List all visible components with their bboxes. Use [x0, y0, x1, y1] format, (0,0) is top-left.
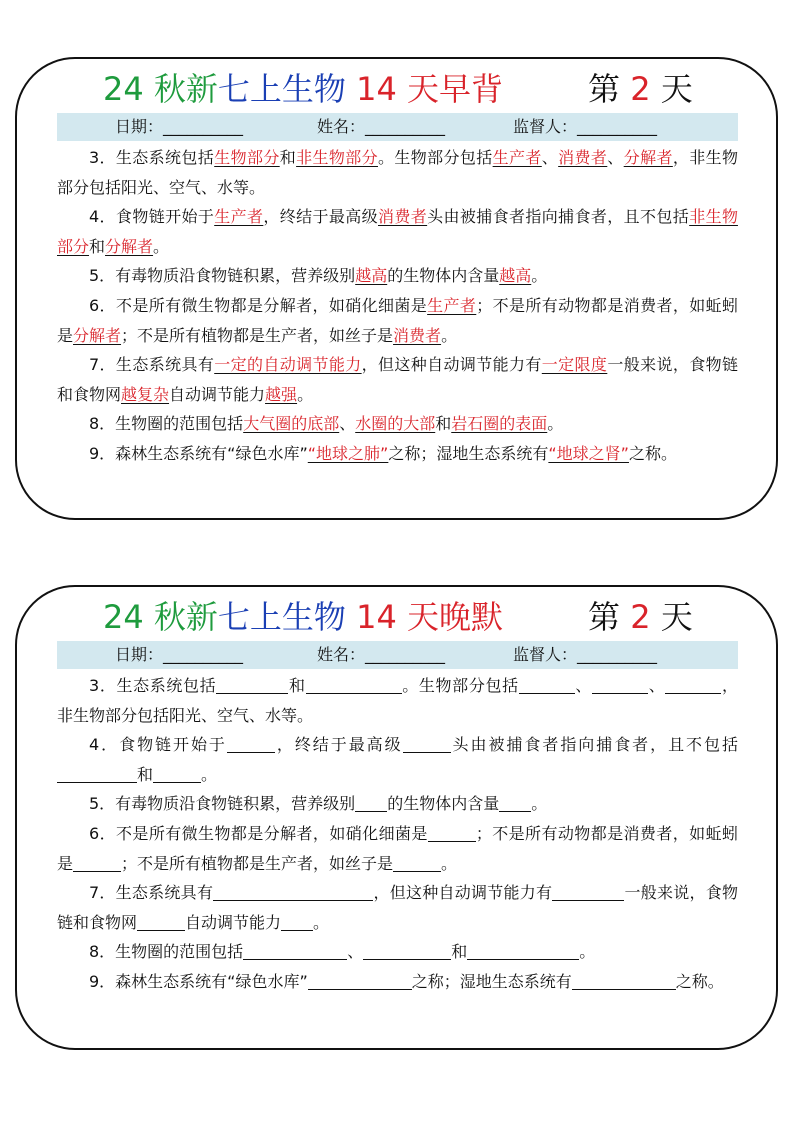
item-text: 和 — [279, 148, 297, 167]
answer-text: 分解者 — [73, 325, 122, 345]
item-text: 。生物部分包括 — [401, 676, 519, 695]
item-text: 。 — [441, 325, 458, 345]
item-text: 6．不是所有微生物都是分解者，如硝化细菌是 — [89, 823, 428, 843]
answer-text: 一定的自动调节能力 — [214, 355, 362, 375]
item-text: 。 — [579, 942, 596, 962]
item-text: 一般来说，食物链和食物网 — [57, 883, 738, 932]
answer-blank[interactable] — [552, 882, 624, 901]
answer-text: “地球之肾” — [548, 443, 629, 463]
item-text: 、 — [541, 148, 559, 167]
item-text: 9．森林生态系统有“绿色水库” — [89, 443, 308, 463]
card-title — [17, 591, 776, 643]
evening-dictation-card — [15, 585, 778, 1050]
item-text: 、 — [607, 148, 624, 167]
answer-blank[interactable] — [403, 734, 451, 753]
answer-blank[interactable] — [665, 675, 721, 694]
title-text: 24 秋新七上生物 14 天晚默 — [103, 598, 503, 636]
answer-text: 消费者 — [393, 325, 442, 345]
answer-blank[interactable] — [306, 675, 402, 694]
item-text: 之称；湿地生态系统有 — [411, 971, 572, 991]
item-text: 。 — [313, 912, 330, 932]
answer-text: 非生物部分 — [296, 148, 378, 167]
list-item — [57, 291, 738, 350]
answer-text: 越强 — [265, 384, 298, 404]
card-title — [17, 63, 776, 115]
item-text: 3．生态系统包括 — [89, 148, 215, 167]
answer-blank[interactable] — [153, 764, 201, 783]
title-text: 24 秋新七上生物 14 天早背 — [103, 70, 503, 108]
answer-text: 分解者 — [623, 148, 673, 167]
answer-blank[interactable] — [572, 971, 676, 990]
item-text: ，但这种自动调节能力有 — [361, 355, 542, 375]
answer-blank[interactable] — [227, 734, 275, 753]
answer-text: 生产者 — [214, 207, 264, 227]
item-text: 。 — [153, 236, 170, 256]
answer-text: 生物部分 — [214, 148, 280, 167]
item-text: 。 — [441, 853, 458, 873]
item-text: 。 — [201, 764, 218, 784]
supervisor-field[interactable]: 监督人：__________ — [513, 117, 658, 136]
items-list — [57, 143, 738, 469]
item-text: ，但这种自动调节能力有 — [373, 883, 553, 903]
item-text: 5．有毒物质沿食物链积累，营养级别 — [89, 794, 356, 814]
item-text: 的生物体内含量 — [387, 266, 500, 286]
item-text: 4．食物链开始于 — [89, 207, 215, 227]
list-item — [57, 671, 738, 730]
answer-blank[interactable] — [137, 912, 185, 931]
answer-blank[interactable] — [519, 675, 575, 694]
item-text: 之称；湿地生态系统有 — [388, 443, 549, 463]
morning-recitation-card — [15, 57, 778, 520]
item-text: 头由被捕食者指向捕食者，且不包括 — [427, 207, 690, 227]
list-item — [57, 789, 738, 819]
info-bar — [57, 113, 738, 141]
item-text: 4．食物链开始于 — [89, 735, 227, 755]
item-text: 9．森林生态系统有“绿色水库” — [89, 971, 308, 991]
answer-text: 消费者 — [558, 148, 608, 167]
items-list — [57, 671, 738, 997]
answer-text: 岩石圈的表面 — [451, 414, 548, 434]
item-text: ，非生物部分包括阳光、空气、水等。 — [57, 148, 738, 197]
answer-text: 生产者 — [427, 295, 477, 315]
item-text: 、 — [339, 414, 356, 434]
item-text: 3．生态系统包括 — [89, 676, 217, 695]
date-field[interactable]: 日期：__________ — [115, 645, 244, 664]
item-text: ；不是所有动物都是消费者，如蚯蚓是 — [57, 823, 738, 873]
answer-blank[interactable] — [592, 675, 648, 694]
item-text: 。 — [531, 794, 548, 814]
list-item — [57, 143, 738, 202]
list-item — [57, 878, 738, 937]
item-text: 5．有毒物质沿食物链积累，营养级别 — [89, 266, 356, 286]
item-text: 7．生态系统具有 — [89, 883, 214, 903]
list-item — [57, 409, 738, 439]
item-text: ；不是所有植物都是生产者，如丝子是 — [121, 325, 394, 345]
list-item — [57, 967, 738, 997]
item-text: 和 — [288, 676, 306, 695]
answer-blank[interactable] — [428, 823, 476, 842]
info-bar — [57, 641, 738, 669]
item-text: 和 — [435, 414, 452, 434]
answer-blank[interactable] — [308, 971, 412, 990]
item-text: ，终结于最高级 — [263, 207, 378, 227]
answer-blank[interactable] — [355, 793, 387, 812]
answer-text: “地球之肺” — [307, 443, 389, 463]
answer-text: 越复杂 — [121, 384, 170, 404]
answer-blank[interactable] — [363, 941, 451, 960]
day-label: 第 2 天 — [588, 70, 693, 108]
answer-blank[interactable] — [393, 853, 441, 872]
date-field[interactable]: 日期：__________ — [115, 117, 244, 136]
item-text: 。生物部分包括 — [377, 148, 493, 167]
list-item — [57, 439, 738, 469]
item-text: 头由被捕食者指向捕食者，且不包括 — [450, 735, 738, 755]
item-text: 一般来说，食物链和食物网 — [57, 355, 738, 404]
answer-text: 分解者 — [105, 236, 154, 256]
item-text: 之称。 — [675, 971, 724, 991]
item-text: 7．生态系统具有 — [89, 355, 215, 375]
item-text: 。 — [297, 384, 314, 404]
answer-text: 消费者 — [378, 207, 428, 227]
item-text: 8．生物圈的范围包括 — [89, 942, 244, 962]
item-text: 。 — [531, 266, 548, 286]
answer-text: 大气圈的底部 — [243, 414, 340, 434]
item-text: ，非生物部分包括阳光、空气、水等。 — [57, 676, 738, 725]
supervisor-field[interactable]: 监督人：__________ — [513, 645, 658, 664]
answer-text: 越高 — [355, 266, 388, 286]
item-text: ，终结于最高级 — [274, 735, 403, 755]
item-text: ；不是所有动物都是消费者，如蚯蚓是 — [57, 295, 738, 345]
item-text: 、 — [648, 676, 666, 695]
answer-text: 越高 — [499, 266, 532, 286]
answer-text: 生产者 — [492, 148, 542, 167]
list-item — [57, 937, 738, 967]
list-item — [57, 819, 738, 878]
item-text: 和 — [89, 236, 106, 256]
item-text: 、 — [347, 942, 364, 962]
answer-blank[interactable] — [216, 675, 288, 694]
answer-blank[interactable] — [213, 882, 373, 901]
answer-blank[interactable] — [281, 912, 313, 931]
item-text: 自动调节能力 — [169, 384, 266, 404]
item-text: 8．生物圈的范围包括 — [89, 414, 244, 434]
answer-blank[interactable] — [499, 793, 531, 812]
name-field[interactable]: 姓名：__________ — [317, 117, 446, 136]
list-item — [57, 261, 738, 291]
answer-text: 水圈的大部 — [355, 414, 436, 434]
answer-text: 非生物部分 — [57, 207, 738, 256]
answer-blank[interactable] — [73, 853, 121, 872]
answer-blank[interactable] — [243, 941, 347, 960]
list-item — [57, 730, 738, 789]
item-text: 6．不是所有微生物都是分解者，如硝化细菌是 — [89, 295, 428, 315]
item-text: 自动调节能力 — [185, 912, 282, 932]
answer-blank[interactable] — [467, 941, 579, 960]
item-text: ；不是所有植物都是生产者，如丝子是 — [121, 853, 394, 873]
item-text: 的生物体内含量 — [387, 794, 500, 814]
item-text: 、 — [574, 676, 593, 695]
name-field[interactable]: 姓名：__________ — [317, 645, 446, 664]
answer-blank[interactable] — [57, 764, 137, 783]
list-item — [57, 350, 738, 409]
list-item — [57, 202, 738, 261]
item-text: 和 — [137, 764, 154, 784]
item-text: 之称。 — [628, 443, 677, 463]
day-label: 第 2 天 — [588, 598, 693, 636]
item-text: 。 — [547, 414, 564, 434]
item-text: 和 — [451, 942, 468, 962]
answer-text: 一定限度 — [541, 355, 608, 375]
